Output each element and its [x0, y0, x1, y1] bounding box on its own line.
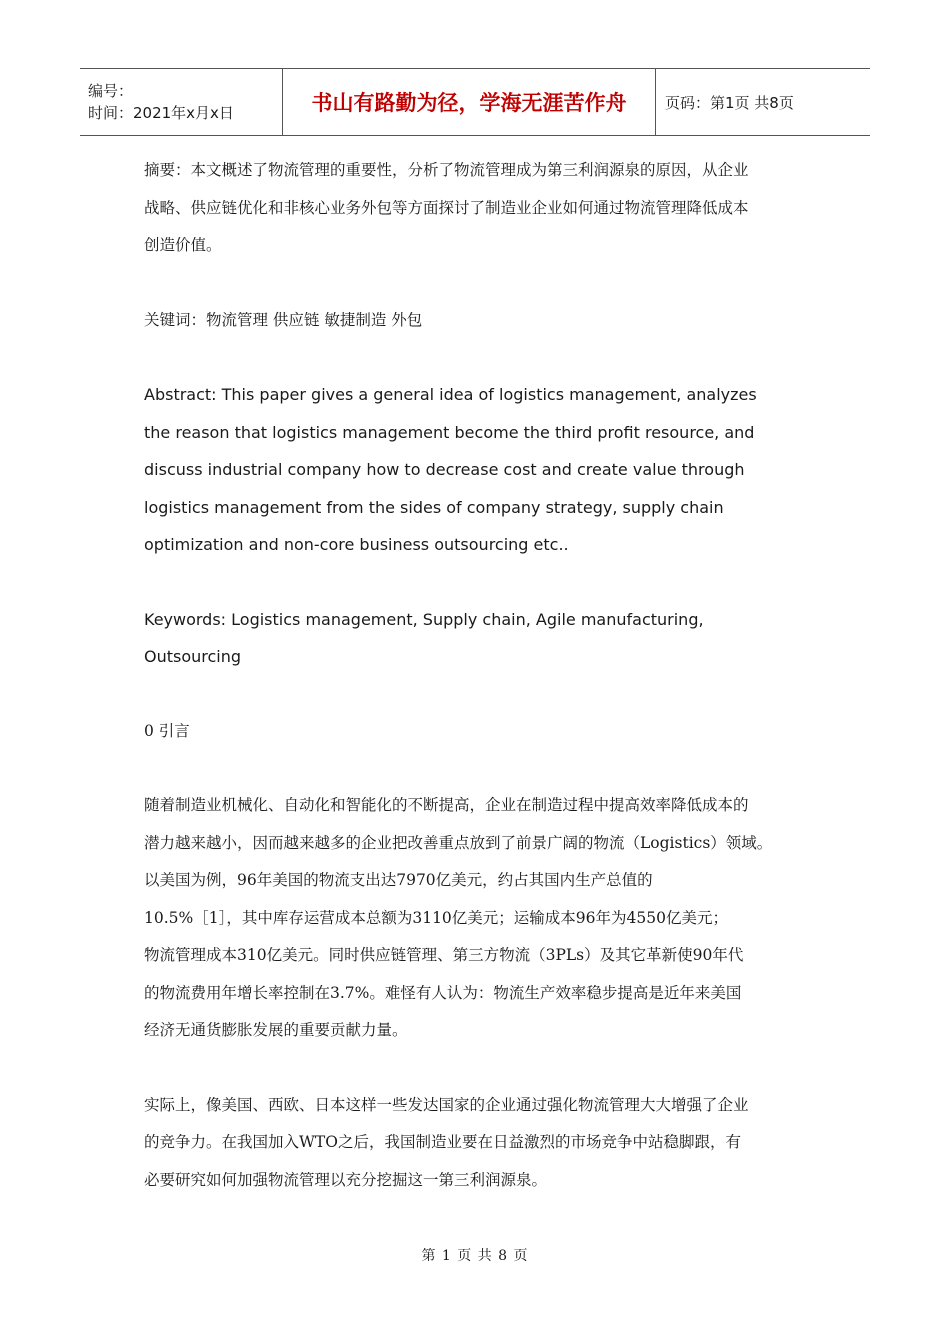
- abstract-cn-line: 创造价值。: [144, 236, 222, 254]
- paragraph1-line: 潜力越来越小，因而越来越多的企业把改善重点放到了前景广阔的物流（Logistics）领域。: [144, 833, 773, 852]
- section-heading: 0 引言: [144, 721, 190, 740]
- document-body: [144, 152, 834, 1199]
- abstract-en-line: the reason that logistics management become the third profit resource, and: [144, 422, 755, 442]
- paragraph2-line: 的竞争力。在我国加入WTO之后，我国制造业要在日益激烈的市场竞争中站稳脚跟，有: [144, 1133, 741, 1151]
- document-time-label: 时间：2021年x月x日: [88, 104, 234, 122]
- keywords-en-line: Outsourcing: [144, 647, 242, 666]
- paragraph2-line: 必要研究如何加强物流管理以充分挖掘这一第三利润源泉。: [144, 1170, 548, 1189]
- abstract-en-line: Abstract: This paper gives a general idea of logistics management, analyzes: [144, 385, 757, 404]
- paragraph1-line: 以美国为例，96年美国的物流支出达7970亿美元，约占其国内生产总值的: [144, 871, 653, 889]
- abstract-cn-line: 摘要：本文概述了物流管理的重要性，分析了物流管理成为第三利润源泉的原因，从企业: [144, 161, 749, 179]
- keywords-en-line: Keywords: Logistics management, Supply chain, Agile manufacturing,: [144, 609, 704, 629]
- paragraph1-line: 经济无通货膨胀发展的重要贡献力量。: [144, 1021, 408, 1039]
- page-footer: 第 1 页 共 8 页: [421, 1248, 529, 1264]
- paragraph1-line: 的物流费用年增长率控制在3.7%。难怪有人认为：物流生产效率稳步提高是近年来美国: [144, 983, 742, 1002]
- paragraph1-line: 10.5%［1］，其中库存运营成本总额为3110亿美元；运输成本96年为4550亿美元；: [144, 908, 728, 927]
- header-left-cell: [80, 69, 282, 135]
- abstract-cn-line: 战略、供应链优化和非核心业务外包等方面探讨了制造业企业如何通过物流管理降低成本: [144, 198, 749, 217]
- abstract-en-line: discuss industrial company how to decrease cost and create value through: [144, 460, 745, 479]
- paragraph1-line: 物流管理成本310亿美元。同时供应链管理、第三方物流（3PLs）及其它革新使90年代: [144, 946, 744, 964]
- header-page-info: 页码：第1页 共8页: [665, 93, 794, 112]
- document-number-label: 编号：: [88, 82, 134, 100]
- abstract-en-line: optimization and non-core business outsourcing etc..: [144, 535, 569, 554]
- page-header: [80, 68, 870, 136]
- paragraph1-line: 随着制造业机械化、自动化和智能化的不断提高，企业在制造过程中提高效率降低成本的: [144, 796, 749, 814]
- keywords-cn: 关键词：物流管理 供应链 敏捷制造 外包: [144, 310, 423, 329]
- header-motto: 书山有路勤为径，学海无涯苦作舟: [282, 69, 656, 135]
- paragraph2-line: 实际上，像美国、西欧、日本这样一些发达国家的企业通过强化物流管理大大增强了企业: [144, 1095, 749, 1114]
- abstract-en-line: logistics management from the sides of company strategy, supply chain: [144, 497, 724, 517]
